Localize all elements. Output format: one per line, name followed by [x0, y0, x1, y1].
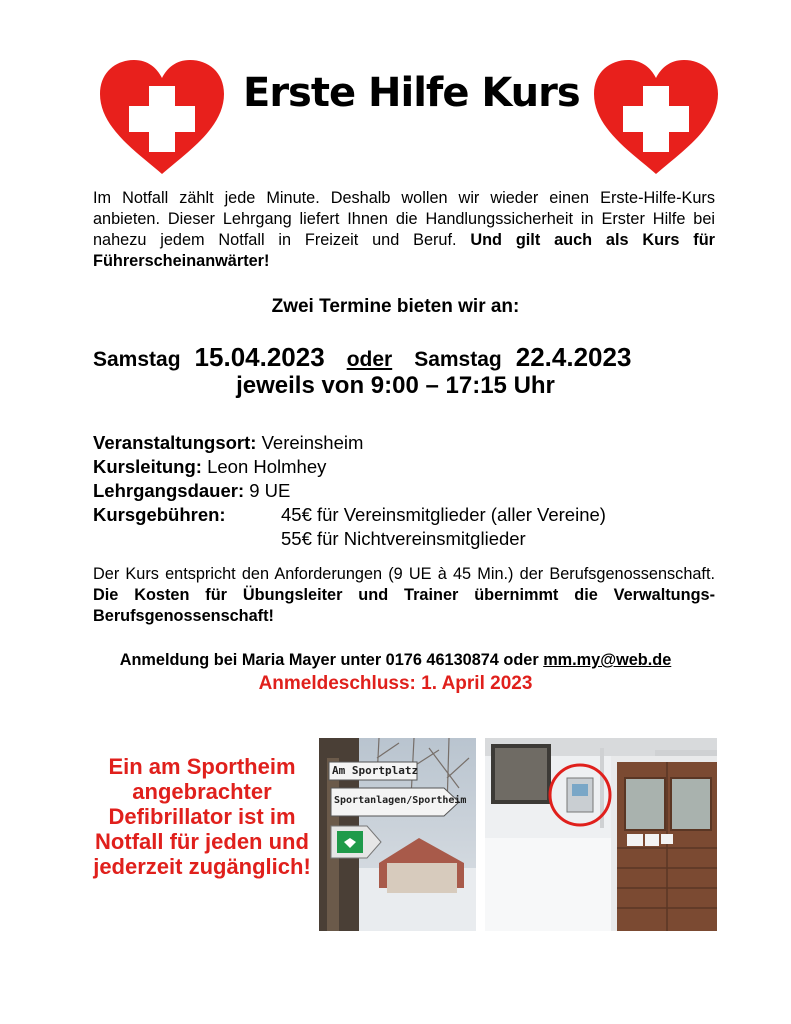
kurs-info-bold: Die Kosten für Übungsleiter und Trainer übernimmt die Verwaltungs-Berufsgenossenschaft!	[93, 586, 715, 625]
email-link[interactable]: mm.my@web.de	[543, 651, 672, 669]
kurs-info-text: Der Kurs entspricht den Anforderungen (9 UE à 45 Min.) der Berufsgenossenschaft.	[93, 565, 715, 583]
date1-day: Samstag	[93, 348, 181, 371]
heart-cross-icon	[592, 58, 720, 176]
hours-line: jeweils von 9:00 – 17:15 Uhr	[236, 372, 555, 399]
detail-row-gebuehr-2	[93, 527, 713, 551]
leitung-value: Leon Holmhey	[207, 456, 327, 477]
fee-nonmembers: 55€ für Nichtvereinsmitglieder	[281, 528, 526, 549]
registration-line	[0, 651, 791, 670]
registration-deadline: Anmeldeschluss: 1. April 2023	[258, 673, 533, 694]
fee-members: 45€ für Vereinsmitglieder (aller Vereine)	[281, 504, 606, 525]
date2-value: 22.4.2023	[515, 342, 632, 372]
details-block	[93, 431, 713, 551]
dauer-label: Lehrgangsdauer:	[93, 480, 245, 501]
gebuehr-label: Kursgebühren:	[93, 504, 226, 525]
kurs-info-paragraph	[93, 564, 715, 627]
intro-bold-text: Und gilt auch als Kurs für Führerscheinanwärter!	[93, 231, 715, 270]
dates-line	[93, 342, 733, 373]
sign-am-sportplatz: Am Sportplatz	[332, 764, 419, 777]
date2-day: Samstag	[414, 348, 502, 371]
dates-connector: oder	[346, 348, 393, 371]
detail-row-ort	[93, 431, 713, 455]
intro-text: Im Notfall zählt jede Minute. Deshalb wollen wir wieder einen Erste-Hilfe-Kurs anbieten. Dieser Lehrgang liefert Ihnen die Handlungssicherheit in Erster Hilfe bei nahezu jedem Notfall in Freizeit und Beruf.	[93, 189, 715, 249]
termine-heading: Zwei Termine bieten wir an:	[271, 296, 520, 317]
ort-value: Vereinsheim	[261, 432, 364, 453]
defibrillator-note: Ein am Sportheim angebrachter Defibrillator ist im Notfall für jeden und jederzeit zugänglich!	[93, 754, 311, 879]
heart-cross-icon	[98, 58, 226, 176]
detail-row-leitung	[93, 455, 713, 479]
defibrillator-photo	[485, 738, 717, 931]
ort-label: Veranstaltungsort:	[93, 432, 257, 453]
registration-text: Anmeldung bei Maria Mayer unter 0176 46130874 oder	[119, 651, 539, 669]
sign-sportanlagen: Sportanlagen/Sportheim	[334, 795, 467, 806]
detail-row-gebuehr	[93, 503, 713, 527]
date1-value: 15.04.2023	[194, 342, 325, 372]
leitung-label: Kursleitung:	[93, 456, 202, 477]
page-title: Erste Hilfe Kurs	[243, 70, 580, 116]
detail-row-dauer	[93, 479, 713, 503]
intro-paragraph	[93, 188, 715, 272]
dauer-value: 9 UE	[249, 480, 291, 501]
